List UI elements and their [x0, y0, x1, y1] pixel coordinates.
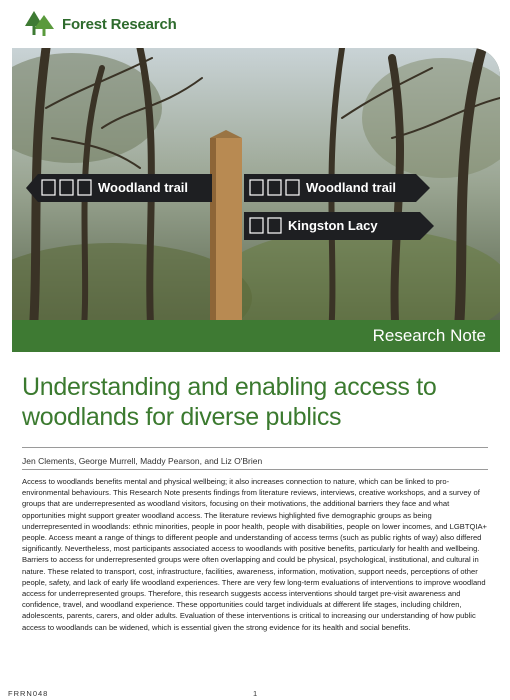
document-title: Understanding and enabling access to woodlands for diverse publics — [22, 373, 437, 431]
research-note-label: Research Note — [372, 326, 486, 345]
author-list: Jen Clements, George Murrell, Maddy Pearson, and Liz O'Brien — [22, 456, 263, 466]
sign-upper-left-text: Woodland trail — [98, 180, 189, 195]
logo-text: Forest Research — [62, 15, 177, 33]
forest-research-logo — [24, 8, 177, 40]
page-number: 1 — [253, 689, 258, 698]
divider-bottom — [22, 469, 488, 470]
tree-logo-icon — [24, 9, 56, 39]
cover-photo — [12, 48, 500, 352]
divider-top — [22, 447, 488, 448]
abstract-text: Access to woodlands benefits mental and physical wellbeing; it also increases connection to nature, which can be linked to pro-environmental behaviours. This Research Note presents findings from literature reviews, interviews, creative workshops, and a survey of groups that are underrepresented as woodland visitors, focusing on their motivations, the additional barriers they face and what opportunities might support greater woodland access. The literature reviews highlighted five demographic groups as being underrepresented in woodlands: ethnic minorities, people in poor health, people with disabilities, people on lower incomes, and LGBTQIA+ people. Access meant a range of things to different people and understanding of access terms (such as public rights of way) also differed significantly. Nevertheless, most participants associated access to woodlands with positive benefits, particularly for health and wellbeing. Barriers to access for underrepresented groups were often overlapping and could be physical, psychological, institutional, and cultural in nature. These related to transport, cost, infrastructure, facilities, awareness, information, motivation, support needs, perceptions of other people, safety, and lack of early life woodland experiences. There are very few long-term evaluations of interventions to improve woodland access for underrepresented groups. Therefore, this research suggests access interventions should target pre-visit awareness and confidence, travel, and woodland experience. These opportunities could target individuals at different life stages, including children, adolescents, parents, carers, and older adults. Evaluation of these interventions is critical to increasing our understanding of how public access to woodlands can be widened, which is essential given the strong evidence for its health and social benefits. — [22, 477, 487, 632]
sign-lower-right-text: Kingston Lacy — [288, 218, 378, 233]
document-code: FRRN048 — [8, 689, 49, 698]
sign-upper-right-text: Woodland trail — [306, 180, 397, 195]
research-note-banner — [12, 320, 500, 352]
